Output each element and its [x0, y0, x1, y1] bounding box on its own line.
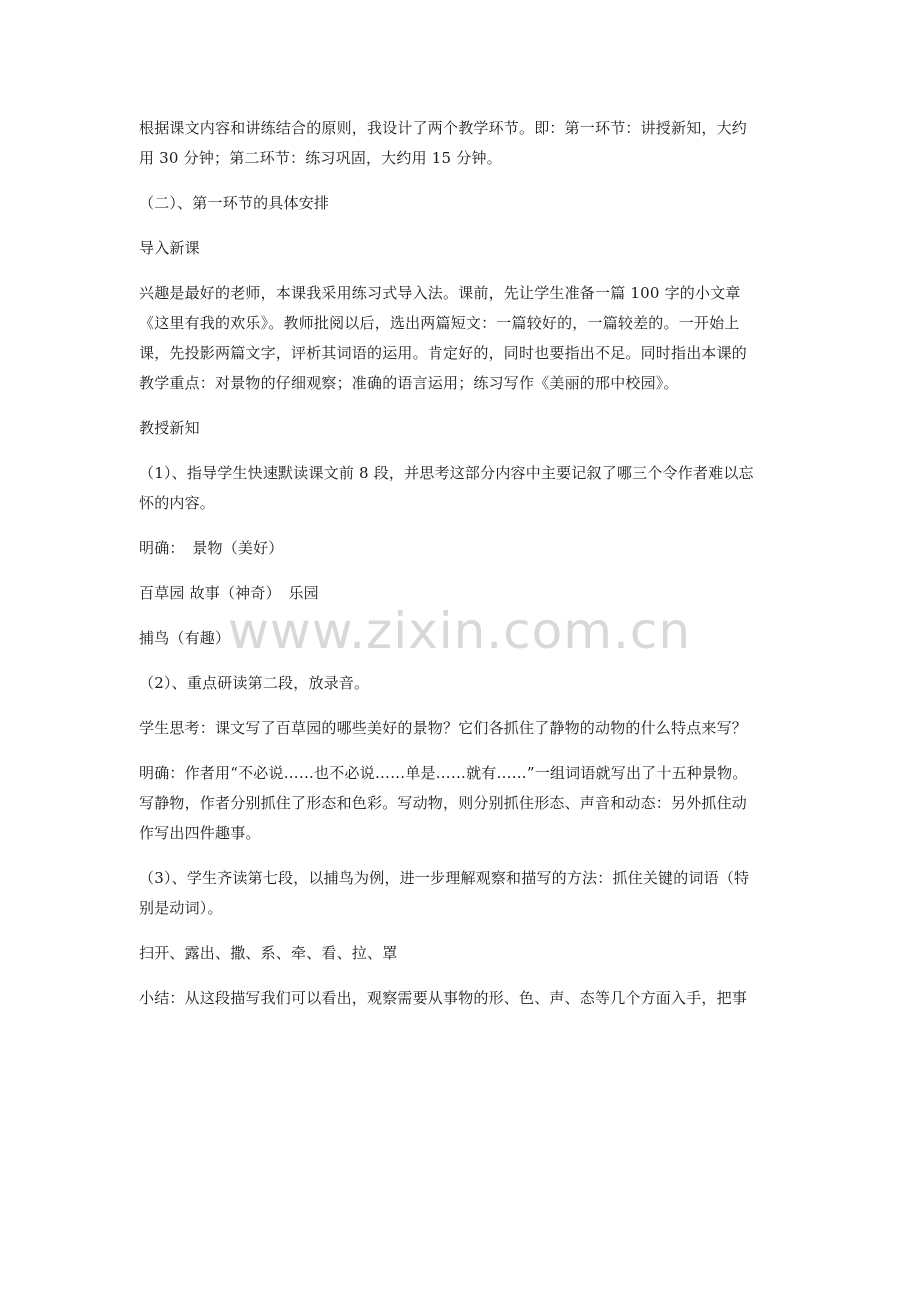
- paragraph-line: （1）、指导学生快速默读课文前 8 段，并思考这部分内容中主要记叙了哪三个令作者难以忘: [139, 464, 754, 482]
- paragraph-line: 课，先投影两篇文字，评析其词语的运用。肯定好的，同时也要指出不足。同时指出本课的: [139, 344, 748, 362]
- document-body: [139, 113, 783, 1013]
- paragraph-line: 根据课文内容和讲练结合的原则，我设计了两个教学环节。即：第一环节：讲授新知，大约: [139, 119, 748, 137]
- paragraph-line: 作写出四件趣事。: [139, 824, 261, 842]
- paragraph-line: 学生思考：课文写了百草园的哪些美好的景物？它们各抓住了静物的动物的什么特点来写？: [139, 719, 748, 737]
- paragraph-line: 《这里有我的欢乐》。教师批阅以后，选出两篇短文：一篇较好的，一篇较差的。一开始上: [139, 314, 740, 332]
- paragraph-line: 别是动词）。: [139, 899, 223, 917]
- watermark: www.zixin.com.cn: [228, 602, 692, 660]
- paragraph-line: 用 30 分钟；第二环节：练习巩固，大约用 15 分钟。: [139, 149, 502, 167]
- section-heading: （二）、第一环节的具体安排: [139, 194, 330, 212]
- subheading: 教授新知: [139, 419, 200, 437]
- paragraph-line: 明确： 景物（美好）: [139, 539, 284, 557]
- paragraph-line: （3）、学生齐读第七段，以捕鸟为例，进一步理解观察和描写的方法：抓住关键的词语（特: [139, 869, 750, 887]
- paragraph-line: 教学重点：对景物的仔细观察；准确的语言运用；练习写作《美丽的邢中校园》。: [139, 374, 679, 392]
- paragraph-line: 怀的内容。: [139, 494, 216, 512]
- paragraph-line: 写静物，作者分别抓住了形态和色彩。写动物，则分别抓住形态、声音和动态：另外抓住动: [139, 794, 748, 812]
- paragraph-line: 扫开、露出、撒、系、牵、看、拉、罩: [139, 944, 398, 962]
- subheading: 导入新课: [139, 239, 200, 257]
- paragraph-line: 明确：作者用“不必说……也不必说……单是……就有……”一组词语就写出了十五种景物。: [139, 764, 748, 782]
- paragraph-line: 兴趣是最好的老师，本课我采用练习式导入法。课前，先让学生准备一篇 100 字的小文章: [139, 284, 741, 302]
- paragraph-line: 捕鸟（有趣）: [139, 629, 231, 647]
- paragraph-line: （2）、重点研读第二段，放录音。: [139, 674, 370, 692]
- paragraph-line: 百草园 故事（神奇） 乐园: [139, 584, 319, 602]
- paragraph-line: 小结：从这段描写我们可以看出，观察需要从事物的形、色、声、态等几个方面入手，把事: [139, 989, 748, 1007]
